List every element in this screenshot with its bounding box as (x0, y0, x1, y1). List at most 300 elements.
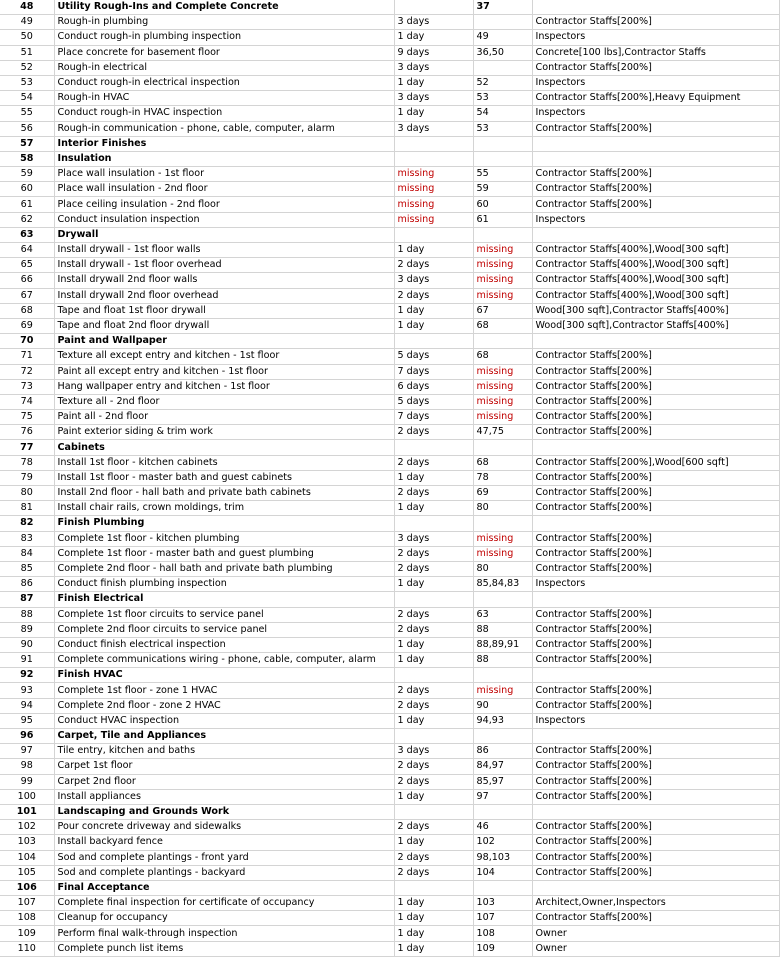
task-name-cell[interactable]: Complete 2nd floor circuits to service panel (54, 622, 394, 637)
resources-cell[interactable] (532, 227, 779, 242)
resources-cell[interactable]: Contractor Staffs[200%] (532, 683, 779, 698)
predecessors-cell[interactable]: 49 (473, 30, 532, 45)
predecessors-cell[interactable]: missing (473, 546, 532, 561)
task-row[interactable] (0, 637, 779, 652)
task-id-cell[interactable]: 60 (0, 182, 54, 197)
task-row[interactable] (0, 607, 779, 622)
summary-task-row[interactable] (0, 804, 779, 819)
task-row[interactable] (0, 60, 779, 75)
duration-cell[interactable]: 1 day (394, 75, 473, 90)
duration-cell[interactable]: 2 days (394, 820, 473, 835)
task-id-cell[interactable]: 80 (0, 486, 54, 501)
resources-cell[interactable]: Contractor Staffs[200%] (532, 744, 779, 759)
duration-cell[interactable]: 6 days (394, 379, 473, 394)
task-name-cell[interactable]: Conduct rough-in HVAC inspection (54, 106, 394, 121)
predecessors-cell[interactable]: 85,97 (473, 774, 532, 789)
duration-cell[interactable]: 2 days (394, 698, 473, 713)
resources-cell[interactable]: Contractor Staffs[200%],Heavy Equipment (532, 91, 779, 106)
task-id-cell[interactable]: 58 (0, 151, 54, 166)
task-id-cell[interactable]: 84 (0, 546, 54, 561)
task-id-cell[interactable]: 64 (0, 243, 54, 258)
duration-cell[interactable]: 3 days (394, 273, 473, 288)
task-row[interactable] (0, 835, 779, 850)
task-name-cell[interactable]: Cleanup for occupancy (54, 911, 394, 926)
task-id-cell[interactable]: 52 (0, 60, 54, 75)
task-id-cell[interactable]: 109 (0, 926, 54, 941)
task-id-cell[interactable]: 48 (0, 0, 54, 15)
task-row[interactable] (0, 288, 779, 303)
task-row[interactable] (0, 622, 779, 637)
task-id-cell[interactable]: 88 (0, 607, 54, 622)
task-id-cell[interactable]: 62 (0, 212, 54, 227)
predecessors-cell[interactable]: missing (473, 243, 532, 258)
predecessors-cell[interactable]: missing (473, 394, 532, 409)
duration-cell[interactable]: 3 days (394, 15, 473, 30)
duration-cell[interactable] (394, 227, 473, 242)
task-name-cell[interactable]: Finish Plumbing (54, 516, 394, 531)
duration-cell[interactable]: 2 days (394, 865, 473, 880)
summary-task-row[interactable] (0, 0, 779, 15)
duration-cell[interactable]: missing (394, 197, 473, 212)
task-id-cell[interactable]: 104 (0, 850, 54, 865)
resources-cell[interactable] (532, 440, 779, 455)
predecessors-cell[interactable]: 36,50 (473, 45, 532, 60)
task-row[interactable] (0, 789, 779, 804)
task-name-cell[interactable]: Complete 1st floor - kitchen plumbing (54, 531, 394, 546)
task-id-cell[interactable]: 93 (0, 683, 54, 698)
task-id-cell[interactable]: 57 (0, 136, 54, 151)
task-name-cell[interactable]: Tape and float 2nd floor drywall (54, 318, 394, 333)
task-row[interactable] (0, 45, 779, 60)
duration-cell[interactable]: 2 days (394, 683, 473, 698)
task-id-cell[interactable]: 55 (0, 106, 54, 121)
resources-cell[interactable] (532, 729, 779, 744)
task-id-cell[interactable]: 110 (0, 941, 54, 956)
resources-cell[interactable] (532, 880, 779, 895)
resources-cell[interactable] (532, 516, 779, 531)
predecessors-cell[interactable]: 88,89,91 (473, 637, 532, 652)
duration-cell[interactable]: 2 days (394, 425, 473, 440)
task-name-cell[interactable]: Rough-in communication - phone, cable, computer, alarm (54, 121, 394, 136)
duration-cell[interactable]: 2 days (394, 486, 473, 501)
task-id-cell[interactable]: 72 (0, 364, 54, 379)
resources-cell[interactable]: Contractor Staffs[200%] (532, 759, 779, 774)
task-name-cell[interactable]: Finish HVAC (54, 668, 394, 683)
task-name-cell[interactable]: Install appliances (54, 789, 394, 804)
task-row[interactable] (0, 75, 779, 90)
duration-cell[interactable] (394, 880, 473, 895)
task-row[interactable] (0, 349, 779, 364)
duration-cell[interactable]: 7 days (394, 410, 473, 425)
predecessors-cell[interactable]: 98,103 (473, 850, 532, 865)
duration-cell[interactable]: 3 days (394, 91, 473, 106)
task-row[interactable] (0, 91, 779, 106)
resources-cell[interactable]: Owner (532, 926, 779, 941)
resources-cell[interactable]: Contractor Staffs[200%] (532, 379, 779, 394)
task-name-cell[interactable]: Conduct HVAC inspection (54, 713, 394, 728)
task-id-cell[interactable]: 69 (0, 318, 54, 333)
duration-cell[interactable]: 1 day (394, 243, 473, 258)
task-id-cell[interactable]: 95 (0, 713, 54, 728)
predecessors-cell[interactable]: 37 (473, 0, 532, 15)
task-row[interactable] (0, 30, 779, 45)
duration-cell[interactable]: 1 day (394, 318, 473, 333)
duration-cell[interactable] (394, 668, 473, 683)
resources-cell[interactable]: Contractor Staffs[200%] (532, 364, 779, 379)
task-id-cell[interactable]: 53 (0, 75, 54, 90)
resources-cell[interactable]: Inspectors (532, 30, 779, 45)
summary-task-row[interactable] (0, 227, 779, 242)
predecessors-cell[interactable] (473, 440, 532, 455)
task-row[interactable] (0, 410, 779, 425)
task-id-cell[interactable]: 78 (0, 455, 54, 470)
task-name-cell[interactable]: Perform final walk-through inspection (54, 926, 394, 941)
task-id-cell[interactable]: 65 (0, 258, 54, 273)
predecessors-cell[interactable] (473, 880, 532, 895)
duration-cell[interactable]: 1 day (394, 106, 473, 121)
duration-cell[interactable] (394, 440, 473, 455)
predecessors-cell[interactable]: 78 (473, 470, 532, 485)
resources-cell[interactable]: Contractor Staffs[200%] (532, 835, 779, 850)
task-name-cell[interactable]: Place ceiling insulation - 2nd floor (54, 197, 394, 212)
task-name-cell[interactable]: Tile entry, kitchen and baths (54, 744, 394, 759)
resources-cell[interactable]: Contractor Staffs[200%] (532, 653, 779, 668)
resources-cell[interactable]: Contractor Staffs[200%] (532, 698, 779, 713)
task-name-cell[interactable]: Complete 2nd floor - zone 2 HVAC (54, 698, 394, 713)
task-id-cell[interactable]: 103 (0, 835, 54, 850)
predecessors-cell[interactable] (473, 151, 532, 166)
duration-cell[interactable] (394, 334, 473, 349)
predecessors-cell[interactable] (473, 592, 532, 607)
task-id-cell[interactable]: 70 (0, 334, 54, 349)
task-name-cell[interactable]: Utility Rough-Ins and Complete Concrete (54, 0, 394, 15)
duration-cell[interactable] (394, 592, 473, 607)
duration-cell[interactable]: 2 days (394, 774, 473, 789)
duration-cell[interactable]: 1 day (394, 470, 473, 485)
resources-cell[interactable]: Contractor Staffs[200%] (532, 486, 779, 501)
resources-cell[interactable]: Contractor Staffs[400%],Wood[300 sqft] (532, 288, 779, 303)
resources-cell[interactable]: Contractor Staffs[200%],Wood[600 sqft] (532, 455, 779, 470)
task-name-cell[interactable]: Paint and Wallpaper (54, 334, 394, 349)
task-name-cell[interactable]: Complete 1st floor - master bath and guest plumbing (54, 546, 394, 561)
task-row[interactable] (0, 561, 779, 576)
task-row[interactable] (0, 820, 779, 835)
task-id-cell[interactable]: 66 (0, 273, 54, 288)
task-name-cell[interactable]: Install chair rails, crown moldings, trim (54, 501, 394, 516)
duration-cell[interactable]: 5 days (394, 349, 473, 364)
resources-cell[interactable]: Contractor Staffs[200%] (532, 637, 779, 652)
task-id-cell[interactable]: 100 (0, 789, 54, 804)
task-name-cell[interactable]: Interior Finishes (54, 136, 394, 151)
task-name-cell[interactable]: Complete 1st floor circuits to service panel (54, 607, 394, 622)
task-row[interactable] (0, 865, 779, 880)
task-id-cell[interactable]: 99 (0, 774, 54, 789)
task-name-cell[interactable]: Rough-in plumbing (54, 15, 394, 30)
resources-cell[interactable]: Architect,Owner,Inspectors (532, 896, 779, 911)
predecessors-cell[interactable]: missing (473, 364, 532, 379)
summary-task-row[interactable] (0, 729, 779, 744)
resources-cell[interactable]: Contractor Staffs[200%] (532, 501, 779, 516)
task-name-cell[interactable]: Place concrete for basement floor (54, 45, 394, 60)
task-name-cell[interactable]: Carpet, Tile and Appliances (54, 729, 394, 744)
task-id-cell[interactable]: 56 (0, 121, 54, 136)
task-id-cell[interactable]: 105 (0, 865, 54, 880)
duration-cell[interactable]: 1 day (394, 896, 473, 911)
resources-cell[interactable]: Contractor Staffs[200%] (532, 167, 779, 182)
duration-cell[interactable]: 1 day (394, 713, 473, 728)
resources-cell[interactable]: Contractor Staffs[200%] (532, 622, 779, 637)
task-row[interactable] (0, 546, 779, 561)
task-name-cell[interactable]: Carpet 2nd floor (54, 774, 394, 789)
task-name-cell[interactable]: Conduct rough-in plumbing inspection (54, 30, 394, 45)
task-name-cell[interactable]: Conduct finish electrical inspection (54, 637, 394, 652)
duration-cell[interactable]: 2 days (394, 850, 473, 865)
task-name-cell[interactable]: Finish Electrical (54, 592, 394, 607)
resources-cell[interactable]: Contractor Staffs[200%] (532, 394, 779, 409)
duration-cell[interactable]: 2 days (394, 455, 473, 470)
resources-cell[interactable]: Contractor Staffs[200%] (532, 410, 779, 425)
resources-cell[interactable]: Contractor Staffs[200%] (532, 121, 779, 136)
resources-cell[interactable]: Contractor Staffs[200%] (532, 774, 779, 789)
resources-cell[interactable] (532, 136, 779, 151)
summary-task-row[interactable] (0, 440, 779, 455)
task-id-cell[interactable]: 89 (0, 622, 54, 637)
duration-cell[interactable]: 1 day (394, 303, 473, 318)
predecessors-cell[interactable]: 107 (473, 911, 532, 926)
task-row[interactable] (0, 653, 779, 668)
resources-cell[interactable]: Wood[300 sqft],Contractor Staffs[400%] (532, 318, 779, 333)
duration-cell[interactable]: 2 days (394, 622, 473, 637)
resources-cell[interactable]: Contractor Staffs[200%] (532, 789, 779, 804)
task-name-cell[interactable]: Install drywall - 1st floor overhead (54, 258, 394, 273)
task-id-cell[interactable]: 107 (0, 896, 54, 911)
task-name-cell[interactable]: Install 1st floor - kitchen cabinets (54, 455, 394, 470)
task-id-cell[interactable]: 108 (0, 911, 54, 926)
task-id-cell[interactable]: 85 (0, 561, 54, 576)
predecessors-cell[interactable]: 68 (473, 349, 532, 364)
task-row[interactable] (0, 379, 779, 394)
predecessors-cell[interactable]: 88 (473, 622, 532, 637)
task-row[interactable] (0, 121, 779, 136)
task-row[interactable] (0, 470, 779, 485)
resources-cell[interactable]: Inspectors (532, 713, 779, 728)
resources-cell[interactable]: Wood[300 sqft],Contractor Staffs[400%] (532, 303, 779, 318)
resources-cell[interactable]: Contractor Staffs[200%] (532, 470, 779, 485)
resources-cell[interactable] (532, 592, 779, 607)
task-id-cell[interactable]: 73 (0, 379, 54, 394)
task-id-cell[interactable]: 63 (0, 227, 54, 242)
task-row[interactable] (0, 486, 779, 501)
resources-cell[interactable] (532, 334, 779, 349)
task-name-cell[interactable]: Paint exterior siding & trim work (54, 425, 394, 440)
task-id-cell[interactable]: 67 (0, 288, 54, 303)
task-id-cell[interactable]: 98 (0, 759, 54, 774)
task-id-cell[interactable]: 81 (0, 501, 54, 516)
summary-task-row[interactable] (0, 668, 779, 683)
resources-cell[interactable]: Contractor Staffs[200%] (532, 425, 779, 440)
task-row[interactable] (0, 394, 779, 409)
resources-cell[interactable] (532, 668, 779, 683)
duration-cell[interactable]: 1 day (394, 911, 473, 926)
duration-cell[interactable] (394, 0, 473, 15)
resources-cell[interactable]: Inspectors (532, 75, 779, 90)
task-row[interactable] (0, 911, 779, 926)
task-row[interactable] (0, 501, 779, 516)
predecessors-cell[interactable]: 102 (473, 835, 532, 850)
task-row[interactable] (0, 698, 779, 713)
predecessors-cell[interactable]: missing (473, 258, 532, 273)
predecessors-cell[interactable]: 46 (473, 820, 532, 835)
task-id-cell[interactable]: 68 (0, 303, 54, 318)
task-row[interactable] (0, 15, 779, 30)
task-name-cell[interactable]: Install drywall 2nd floor walls (54, 273, 394, 288)
duration-cell[interactable]: 1 day (394, 653, 473, 668)
task-row[interactable] (0, 318, 779, 333)
predecessors-cell[interactable]: missing (473, 410, 532, 425)
task-id-cell[interactable]: 82 (0, 516, 54, 531)
predecessors-cell[interactable]: 67 (473, 303, 532, 318)
task-id-cell[interactable]: 49 (0, 15, 54, 30)
predecessors-cell[interactable] (473, 15, 532, 30)
duration-cell[interactable]: 9 days (394, 45, 473, 60)
predecessors-cell[interactable] (473, 227, 532, 242)
task-row[interactable] (0, 197, 779, 212)
task-name-cell[interactable]: Rough-in HVAC (54, 91, 394, 106)
predecessors-cell[interactable] (473, 729, 532, 744)
duration-cell[interactable] (394, 136, 473, 151)
task-name-cell[interactable]: Conduct rough-in electrical inspection (54, 75, 394, 90)
task-id-cell[interactable]: 74 (0, 394, 54, 409)
resources-cell[interactable]: Owner (532, 941, 779, 956)
task-id-cell[interactable]: 59 (0, 167, 54, 182)
duration-cell[interactable] (394, 729, 473, 744)
task-row[interactable] (0, 713, 779, 728)
task-id-cell[interactable]: 76 (0, 425, 54, 440)
predecessors-cell[interactable]: 85,84,83 (473, 577, 532, 592)
resources-cell[interactable]: Contractor Staffs[200%] (532, 850, 779, 865)
duration-cell[interactable]: 5 days (394, 394, 473, 409)
duration-cell[interactable]: missing (394, 182, 473, 197)
task-id-cell[interactable]: 61 (0, 197, 54, 212)
task-id-cell[interactable]: 75 (0, 410, 54, 425)
task-name-cell[interactable]: Insulation (54, 151, 394, 166)
predecessors-cell[interactable] (473, 334, 532, 349)
predecessors-cell[interactable]: 60 (473, 197, 532, 212)
duration-cell[interactable]: 2 days (394, 607, 473, 622)
task-row[interactable] (0, 243, 779, 258)
task-id-cell[interactable]: 77 (0, 440, 54, 455)
task-row[interactable] (0, 744, 779, 759)
task-row[interactable] (0, 577, 779, 592)
task-name-cell[interactable]: Sod and complete plantings - front yard (54, 850, 394, 865)
task-name-cell[interactable]: Cabinets (54, 440, 394, 455)
task-id-cell[interactable]: 102 (0, 820, 54, 835)
task-name-cell[interactable]: Place wall insulation - 1st floor (54, 167, 394, 182)
duration-cell[interactable] (394, 516, 473, 531)
task-id-cell[interactable]: 91 (0, 653, 54, 668)
task-row[interactable] (0, 531, 779, 546)
predecessors-cell[interactable] (473, 516, 532, 531)
task-row[interactable] (0, 273, 779, 288)
task-name-cell[interactable]: Paint all - 2nd floor (54, 410, 394, 425)
resources-cell[interactable]: Contractor Staffs[200%] (532, 182, 779, 197)
task-row[interactable] (0, 364, 779, 379)
task-name-cell[interactable]: Pour concrete driveway and sidewalks (54, 820, 394, 835)
duration-cell[interactable]: 3 days (394, 531, 473, 546)
predecessors-cell[interactable]: 84,97 (473, 759, 532, 774)
task-row[interactable] (0, 896, 779, 911)
task-name-cell[interactable]: Texture all except entry and kitchen - 1st floor (54, 349, 394, 364)
predecessors-cell[interactable]: 108 (473, 926, 532, 941)
predecessors-cell[interactable]: missing (473, 288, 532, 303)
task-id-cell[interactable]: 71 (0, 349, 54, 364)
predecessors-cell[interactable]: 59 (473, 182, 532, 197)
duration-cell[interactable]: 2 days (394, 759, 473, 774)
duration-cell[interactable]: 3 days (394, 121, 473, 136)
duration-cell[interactable]: 1 day (394, 637, 473, 652)
task-row[interactable] (0, 926, 779, 941)
resources-cell[interactable]: Inspectors (532, 212, 779, 227)
task-id-cell[interactable]: 94 (0, 698, 54, 713)
duration-cell[interactable] (394, 151, 473, 166)
predecessors-cell[interactable] (473, 668, 532, 683)
predecessors-cell[interactable]: 54 (473, 106, 532, 121)
predecessors-cell[interactable] (473, 60, 532, 75)
task-name-cell[interactable]: Install 1st floor - master bath and guest cabinets (54, 470, 394, 485)
predecessors-cell[interactable]: 86 (473, 744, 532, 759)
resources-cell[interactable]: Contractor Staffs[400%],Wood[300 sqft] (532, 273, 779, 288)
duration-cell[interactable]: 1 day (394, 30, 473, 45)
resources-cell[interactable]: Contractor Staffs[200%] (532, 197, 779, 212)
task-row[interactable] (0, 167, 779, 182)
summary-task-row[interactable] (0, 136, 779, 151)
duration-cell[interactable]: 3 days (394, 744, 473, 759)
resources-cell[interactable]: Contractor Staffs[200%] (532, 911, 779, 926)
task-name-cell[interactable]: Sod and complete plantings - backyard (54, 865, 394, 880)
predecessors-cell[interactable]: 63 (473, 607, 532, 622)
predecessors-cell[interactable]: 52 (473, 75, 532, 90)
task-id-cell[interactable]: 106 (0, 880, 54, 895)
task-name-cell[interactable]: Paint all except entry and kitchen - 1st floor (54, 364, 394, 379)
task-name-cell[interactable]: Drywall (54, 227, 394, 242)
resources-cell[interactable]: Contractor Staffs[200%] (532, 561, 779, 576)
task-row[interactable] (0, 303, 779, 318)
task-name-cell[interactable]: Install 2nd floor - hall bath and private bath cabinets (54, 486, 394, 501)
duration-cell[interactable] (394, 804, 473, 819)
task-name-cell[interactable]: Rough-in electrical (54, 60, 394, 75)
duration-cell[interactable]: 1 day (394, 835, 473, 850)
predecessors-cell[interactable]: 90 (473, 698, 532, 713)
summary-task-row[interactable] (0, 334, 779, 349)
resources-cell[interactable]: Contractor Staffs[200%] (532, 546, 779, 561)
predecessors-cell[interactable]: 80 (473, 561, 532, 576)
predecessors-cell[interactable] (473, 804, 532, 819)
duration-cell[interactable]: missing (394, 167, 473, 182)
task-row[interactable] (0, 941, 779, 956)
predecessors-cell[interactable]: 97 (473, 789, 532, 804)
task-row[interactable] (0, 850, 779, 865)
resources-cell[interactable] (532, 804, 779, 819)
resources-cell[interactable]: Concrete[100 lbs],Contractor Staffs (532, 45, 779, 60)
task-name-cell[interactable]: Final Acceptance (54, 880, 394, 895)
predecessors-cell[interactable]: 104 (473, 865, 532, 880)
task-row[interactable] (0, 759, 779, 774)
predecessors-cell[interactable]: 68 (473, 318, 532, 333)
task-name-cell[interactable]: Texture all - 2nd floor (54, 394, 394, 409)
predecessors-cell[interactable]: 94,93 (473, 713, 532, 728)
duration-cell[interactable]: 1 day (394, 941, 473, 956)
task-row[interactable] (0, 455, 779, 470)
